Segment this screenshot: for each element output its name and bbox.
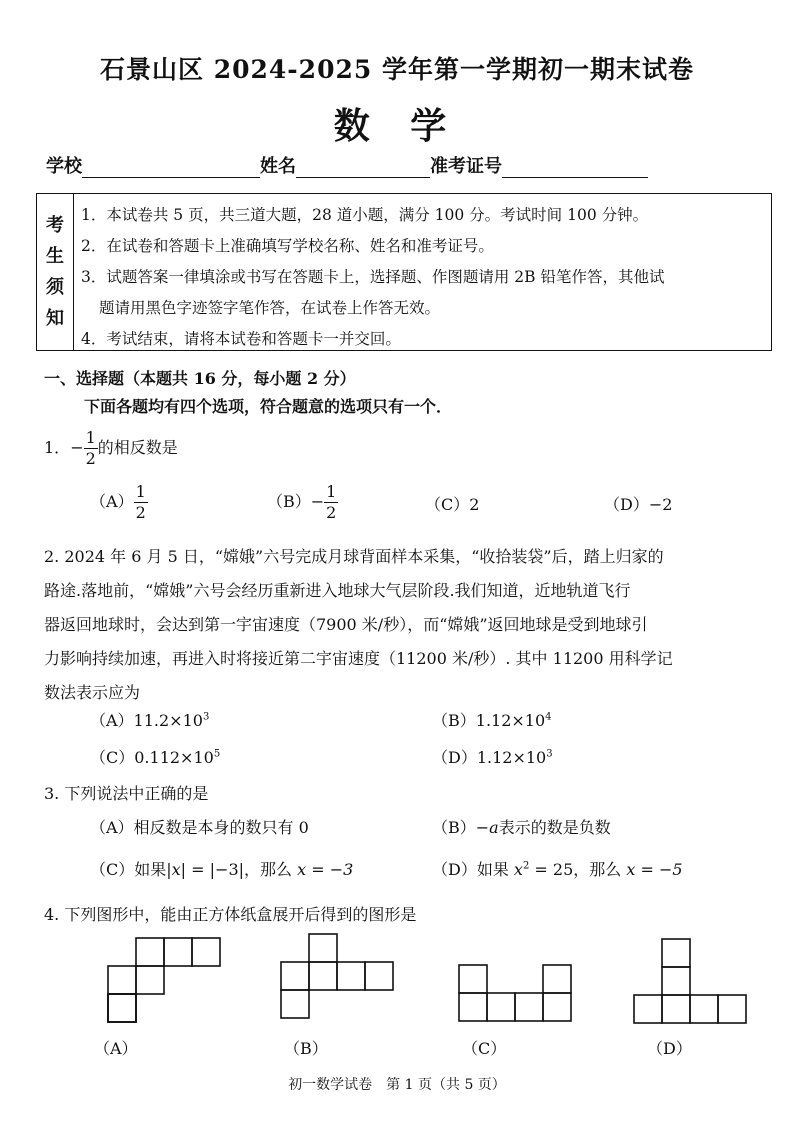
figure-d-label: （D） [647,1039,692,1058]
subject-title: 数 学 [333,105,461,147]
section-title: 一、选择题（本题共 16 分，每小题 2 分） [44,369,356,388]
q1-option-d[interactable]: （D）−2 [604,495,673,514]
figure-c-label: （C） [462,1039,507,1058]
notice-item: 3．试题答案一律填涂或书写在答题卡上，选择题、作图题请用 2B 铅笔作答，其他试 [81,268,665,286]
notice-item: 4．考试结束，请将本试卷和答题卡一并交回。 [81,330,401,348]
section-instruction: 下面各题均有四个选项，符合题意的选项只有一个． [84,397,453,416]
school-blank[interactable] [82,157,260,178]
q1-stem: 1．− $\frac{1}{2}$ 的相反数是 [44,428,178,468]
student-info-row [46,152,648,178]
exam-no-blank[interactable] [502,157,648,178]
q2-option-b[interactable]: $(B)1.12\times 10^4$ [432,711,552,730]
page-footer: 初一数学试卷 第 1 页（共 5 页） [288,1077,506,1093]
notice-items [81,200,763,355]
notice-item: 2．在试卷和答题卡上准确填写学校名称、姓名和准考证号。 [81,237,494,255]
q1-fraction: $\frac{1}{2}$ [85,428,96,468]
q4-stem: 4. 下列图形中，能由正方体纸盒展开后得到的图形是 [44,905,417,924]
q3-stem: 3. 下列说法中正确的是 [44,784,209,803]
q2-stem: 2. 2024 年 6 月 5 日，“嫦娥”六号完成月球背面样本采集，“收拾装袋”后，踏上归家的 路途.落地前，“嫦娥”六号会经历重新进入地球大气层阶段.我们知道，近地轨道飞行 器返回地球时，会达到第一宇宙速度（7900 米/秒），而“嫦娥”返回地球是受到地球引 力影响持续加速，再进入时将接近第二宇宙速度（11200 米/秒）. 其中 11200 用科学记 数法表示应为 [44,547,673,702]
figure-b[interactable] [281,934,393,1018]
exam-title: 石景山区 2024-2025 学年第一学期初一期末试卷 [100,55,694,84]
q3-option-c[interactable]: （C）如果|x| = |−3|，那么 x = −3 [90,860,354,879]
q2-option-a[interactable]: $(A)11.2\times 10^3$ [90,711,210,730]
q1-option-b[interactable]: （B）− $\frac{1}{2}$ [267,482,337,522]
exam-no-label: 准考证号 [430,156,502,177]
figure-a-label: （A） [94,1039,138,1058]
q2-option-d[interactable]: $(D)1.12\times 10^3$ [432,748,553,767]
notice-side-label: 考 生 须 知 [37,194,74,350]
q3-option-a[interactable]: （A）相反数是本身的数只有 0 [90,818,309,837]
q3-option-b[interactable]: （B）−a表示的数是负数 [432,818,611,837]
notice-item: 题请用黑色字迹签字笔作答，在试卷上作答无效。 [99,299,441,317]
school-label: 学校 [46,156,82,177]
figure-c[interactable] [459,965,571,1021]
q1-option-c[interactable]: （C）2 [425,495,480,514]
figure-a[interactable] [108,938,220,1022]
q4-figures [0,930,794,1040]
name-blank[interactable] [296,157,430,178]
q1-option-a[interactable]: （A） $\frac{1}{2}$ [90,482,146,522]
q2-option-c[interactable]: $(C)0.112\times 10^5$ [90,748,221,767]
q3-option-d[interactable]: （D）如果 $x^2 = 25$，那么 x = −5 [432,860,683,879]
notice-item: 1．本试卷共 5 页，共三道大题，28 道小题，满分 100 分。考试时间 100 分钟。 [81,206,649,224]
figure-d[interactable] [634,939,746,1023]
name-label: 姓名 [260,156,296,177]
notice-box [36,193,772,351]
figure-b-label: （B） [284,1039,328,1058]
